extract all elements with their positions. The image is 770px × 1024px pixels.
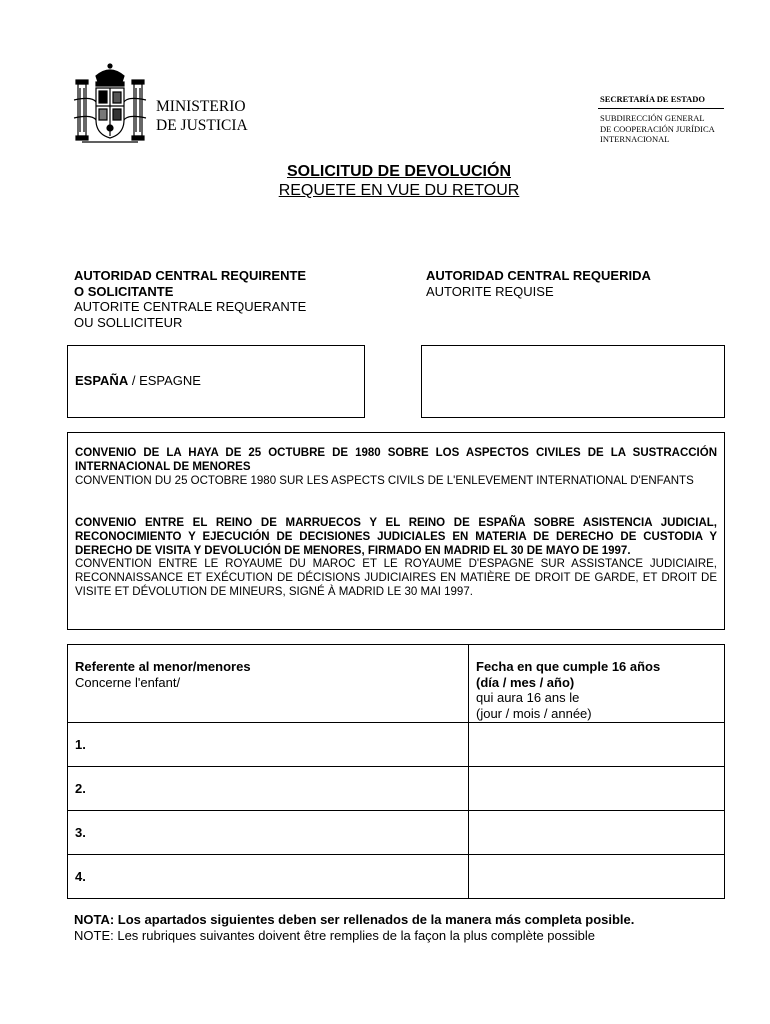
auth-left-fr-line2: OU SOLLICITEUR	[74, 314, 183, 330]
note-block	[74, 912, 634, 944]
ministry-name	[156, 97, 248, 135]
date-cell[interactable]	[469, 767, 725, 811]
auth-left-es-line1: AUTORIDAD CENTRAL REQUIRENTE	[74, 268, 307, 283]
table-row	[68, 767, 725, 811]
row-number: 1.	[75, 736, 86, 752]
nota-es: NOTA: Los apartados siguientes deben ser rellenados de la manera más completa posible.	[74, 912, 635, 927]
col1-es: Referente al menor/menores	[75, 659, 251, 674]
subdir-line3: INTERNACIONAL	[600, 134, 670, 144]
col2-fr-line2: (jour / mois / année)	[476, 705, 592, 721]
table-header-row	[68, 645, 725, 723]
value-es: ESPAÑA	[75, 373, 129, 388]
col2-es-line1: Fecha en que cumple 16 años	[476, 659, 661, 674]
ministry-line2: DE JUSTICIA	[156, 117, 248, 134]
hague-es: CONVENIO DE LA HAYA DE 25 OCTUBRE DE 1980 SOBRE LOS ASPECTOS CIVILES DE LA SUSTRACCIÓN INTERNACIONAL DE MENORES	[75, 447, 717, 473]
title-es: SOLICITUD DE DEVOLUCIÓN	[286, 163, 511, 180]
requested-authority-field[interactable]	[421, 345, 725, 418]
minor-name-cell[interactable]	[68, 811, 469, 855]
requesting-authority-value	[75, 373, 201, 388]
minor-name-cell[interactable]	[68, 855, 469, 899]
row-number: 2.	[75, 780, 86, 796]
auth-left-es-line2: O SOLICITANTE	[74, 283, 174, 299]
header-date-16	[469, 645, 725, 723]
col2-fr-line1: qui aura 16 ans le	[476, 690, 580, 705]
secretaria-label: SECRETARÍA DE ESTADO	[600, 94, 706, 104]
morocco-fr: CONVENTION ENTRE LE ROYAUME DU MAROC ET LE ROYAUME D'ESPAGNE SUR ASSISTANCE JUDICIAIRE, RECONNAISSANCE ET EXÉCUTION DE DÉCISIONS JUDICIAIRES EN MATIÈRE DE DROIT DE GARDE, ET DROIT DE VISITE ET DÉVOLUTION DE MINEURS, SIGNÉ À MADRID LE 30 MAI 1997.	[75, 558, 717, 598]
col1-fr: Concerne l'enfant/	[75, 674, 181, 690]
table-row	[68, 723, 725, 767]
children-table	[67, 644, 725, 899]
hague-fr: CONVENTION DU 25 OCTOBRE 1980 SUR LES ASPECTS CIVILS DE L'ENLEVEMENT INTERNATIONAL D'ENFANTS	[75, 474, 694, 487]
subdireccion-block	[600, 113, 715, 145]
date-cell[interactable]	[469, 723, 725, 767]
row-number: 4.	[75, 868, 86, 884]
ministry-line1: MINISTERIO	[156, 98, 246, 115]
date-cell[interactable]	[469, 855, 725, 899]
row-number: 3.	[75, 824, 86, 840]
minor-name-cell[interactable]	[68, 767, 469, 811]
title-fr: REQUETE EN VUE DU RETOUR	[278, 182, 520, 199]
subdir-line1: SUBDIRECCIÓN GENERAL	[600, 113, 705, 123]
auth-right-fr: AUTORITE REQUISE	[426, 283, 554, 299]
requested-authority-label	[426, 268, 651, 299]
document-title	[0, 162, 770, 200]
header-minor	[68, 645, 469, 723]
morocco-es: CONVENIO ENTRE EL REINO DE MARRUECOS Y EL REINO DE ESPAÑA SOBRE ASISTENCIA JUDICIAL, RECONOCIMIENTO Y EJECUCIÓN DE DECISIONES JUDICIALES EN MATERIA DE DERECHO DE CUSTODIA Y DERECHO DE VISITA Y DEVOLUCIÓN DE MENORES, FIRMADO EN MADRID EL 30 DE MAYO DE 1997.	[75, 517, 717, 557]
value-sep: /	[128, 373, 140, 388]
auth-right-es: AUTORIDAD CENTRAL REQUERIDA	[426, 268, 651, 283]
minor-name-cell[interactable]	[68, 723, 469, 767]
hague-convention-text	[75, 447, 717, 488]
date-cell[interactable]	[469, 811, 725, 855]
col2-es-line2: (día / mes / año)	[476, 674, 575, 690]
table-row	[68, 855, 725, 899]
coat-of-arms-icon	[72, 62, 148, 148]
requesting-authority-label	[74, 268, 306, 330]
header-divider	[598, 108, 724, 109]
nota-fr: NOTE: Les rubriques suivantes doivent être remplies de la façon la plus complète possible	[74, 928, 595, 943]
morocco-convention-text	[75, 517, 717, 600]
auth-left-fr-line1: AUTORITE CENTRALE REQUERANTE	[74, 299, 307, 314]
table-row	[68, 811, 725, 855]
subdir-line2: DE COOPERACIÓN JURÍDICA	[600, 123, 715, 134]
value-fr: ESPAGNE	[139, 373, 201, 388]
